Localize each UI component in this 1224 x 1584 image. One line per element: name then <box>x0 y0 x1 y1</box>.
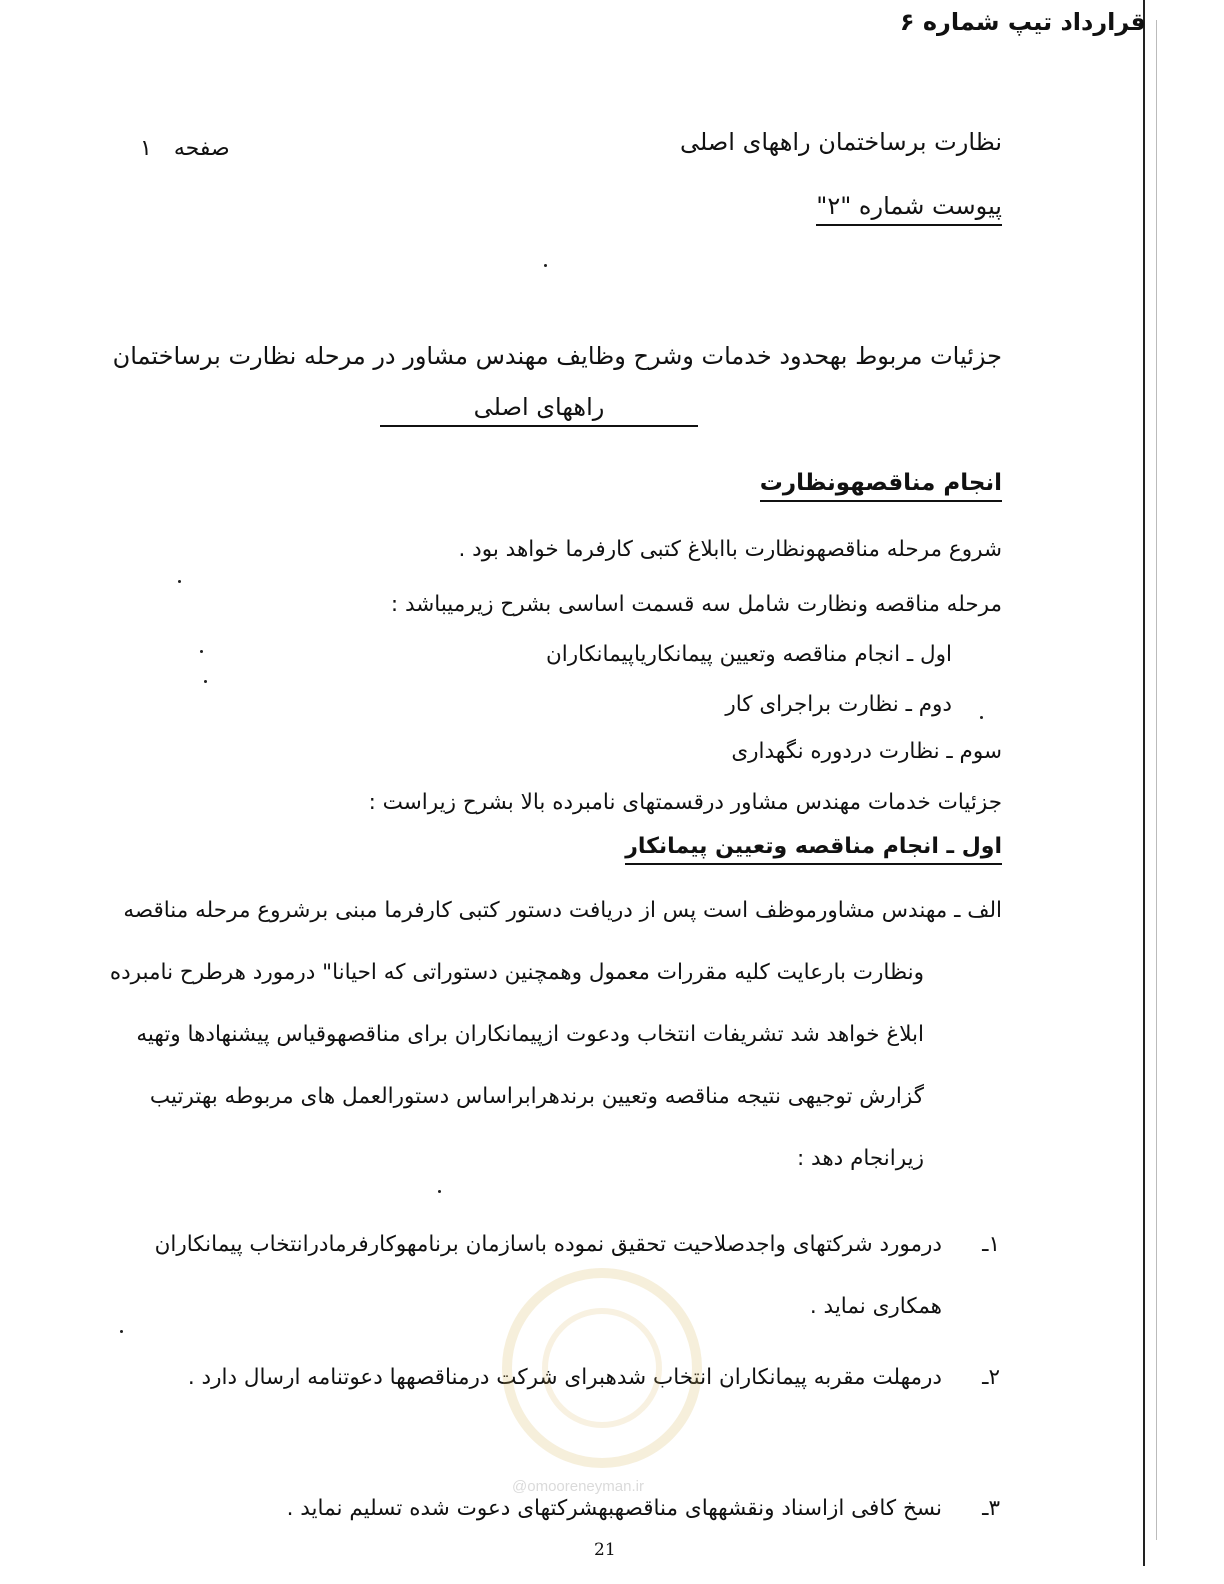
right-margin-rule <box>1143 0 1145 1566</box>
page-label-number: ۱ <box>140 136 152 161</box>
list-item: دوم ـ نظارت براجرای کار <box>725 692 952 717</box>
scan-speck <box>980 716 983 719</box>
scan-speck <box>200 650 203 653</box>
subsection-title: اول ـ انجام مناقصه وتعیین پیمانکار <box>625 834 1002 865</box>
scan-speck <box>438 1190 441 1193</box>
page-label-text: صفحه <box>173 136 230 161</box>
main-title: نظارت برساختمان راههای اصلی <box>679 128 1002 156</box>
item-text: نسخ کافی ازاسناد ونقشههای مناقصهبهشرکتهای دعوت شده تسلیم نماید . <box>286 1496 942 1521</box>
scan-speck <box>204 680 207 683</box>
contract-title: قرارداد تیپ شماره ۶ <box>899 8 1146 36</box>
list-item: سوم ـ نظارت دردوره نگهداری <box>731 739 1002 764</box>
scan-speck <box>120 1330 123 1333</box>
page-label <box>118 136 230 161</box>
item-text: درمهلت مقربه پیمانکاران انتخاب شدهبرای شرکت درمناقصهها دعوتنامه ارسال دارد . <box>187 1365 942 1390</box>
scan-speck <box>178 580 181 583</box>
section-heading-line2: راههای اصلی <box>380 393 698 427</box>
list-item: اول ـ انجام مناقصه وتعیین پیمانکاریاپیمانکاران <box>545 642 952 667</box>
watermark-url: @omooreneyman.ir <box>512 1478 644 1495</box>
text-line: شروع مرحله مناقصهونظارت باابلاغ کتبی کارفرما خواهد بود . <box>458 537 1002 562</box>
item-number: ۱ـ <box>982 1232 1000 1257</box>
right-margin-shadow-line <box>1156 20 1157 1540</box>
watermark-seal-inner <box>542 1308 662 1428</box>
item-number: ۳ـ <box>982 1496 1000 1521</box>
annex-label: پیوست شماره "۲" <box>816 192 1002 226</box>
text-line: مرحله مناقصه ونظارت شامل سه قسمت اساسی بشرح زیرمیباشد : <box>390 592 1002 617</box>
paragraph-alef <box>98 880 1002 1190</box>
item-text: درمورد شرکتهای واجدصلاحیت تحقیق نموده باسازمان برنامهوکارفرمادرانتخاب پیمانکاران همکاری نماید . <box>154 1232 942 1319</box>
footer-page-number: 21 <box>594 1540 616 1560</box>
paragraph-alef-first-line: الف ـ مهندس مشاورموظف است پس از دریافت دستور کتبی کارفرما مبنی برشروع مرحله مناقصه <box>123 898 1002 923</box>
watermark-seal <box>502 1268 702 1468</box>
item-number: ۲ـ <box>982 1365 1000 1390</box>
section-title-tender-supervision: انجام مناقصهونظارت <box>760 470 1002 502</box>
paragraph-alef-body: ونظارت بارعایت کلیه مقررات معمول وهمچنین دستوراتی که احیانا" درمورد هرطرح نامبرده ابلاغ خواهد شد تشریفات انتخاب ودعوت ازپیمانکاران برای مناقصهوقیاس پیشنهادها وتهیه گزارش توجیهی نتیجه مناقصه وتعیین برندهرابراساس دستورالعمل های مربوطه بهترتیب زیرانجام دهد : <box>109 960 924 1171</box>
scan-speck <box>544 264 547 267</box>
text-line: جزئیات خدمات مهندس مشاور درقسمتهای نامبرده بالا بشرح زیراست : <box>368 790 1002 815</box>
section-heading-line1: جزئیات مربوط بهحدود خدمات وشرح وظایف مهندس مشاور در مرحله نظارت برساختمان <box>112 342 1002 370</box>
